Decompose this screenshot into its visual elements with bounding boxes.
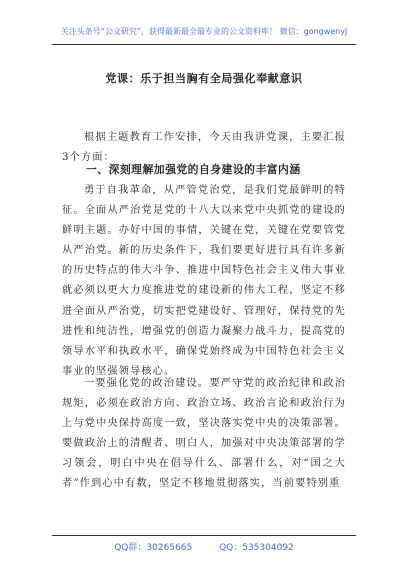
intro-paragraph: 根据主题教育工作安排，今天由我讲党课，主要汇报3个方面： (62, 132, 346, 164)
body-paragraph-1: 勇于自我革命，从严管党治党，是我们党最鲜明的特征。全面从严治党是党的十八大以来党中央抓党的建设的鲜明主题。办好中国的事情，关键在党，关键在党要管党从严治党。新的历史条件下，我们要更好进行具有许多新的历史特点的伟大斗争、推进中国特色社会主义伟大事业就必须以更大力度推进党的建设新的伟大工程，坚定不移进全面从严治党，切实把党建设好、管理好，保持党的先进性和纯洁性，增强党的创造力凝聚力战斗力，提高党的领导水平和执政水平，确保党始终成为中国特色社会主义事业的坚强领导核心。 (62, 185, 346, 377)
footer-qq-number: QQ：535304092 (219, 543, 294, 553)
document-title: 党课：乐于担当胸有全局强化奉献意识 (105, 72, 303, 85)
header-divider (52, 44, 356, 45)
footer-divider (52, 535, 356, 536)
footer (0, 540, 408, 553)
body-paragraph-2: 一要强化党的政治建设。要严守党的政治纪律和政治规矩，必须在政治方向、政治立场、政治言论和政治行为上与党中央保持高度一致，坚决落实党中央的决策部署。要做政治上的清醒者、明白人，加强对中央决策部署的学习领会，明白中央在倡导什么、部署什么，对“国之大者”作到心中有数，坚定不移地贯彻落实，当前要特别重 (62, 378, 346, 490)
section-heading-1: 一、深刻理解加强党的自身建设的丰富内涵 (86, 163, 301, 176)
header-banner: 关注头条号“公文研究”，获得最新最全最专业的公文资料库！ 微信：gongwenyj (60, 27, 348, 36)
footer-qq-group: QQ群：30265665 (114, 543, 193, 553)
